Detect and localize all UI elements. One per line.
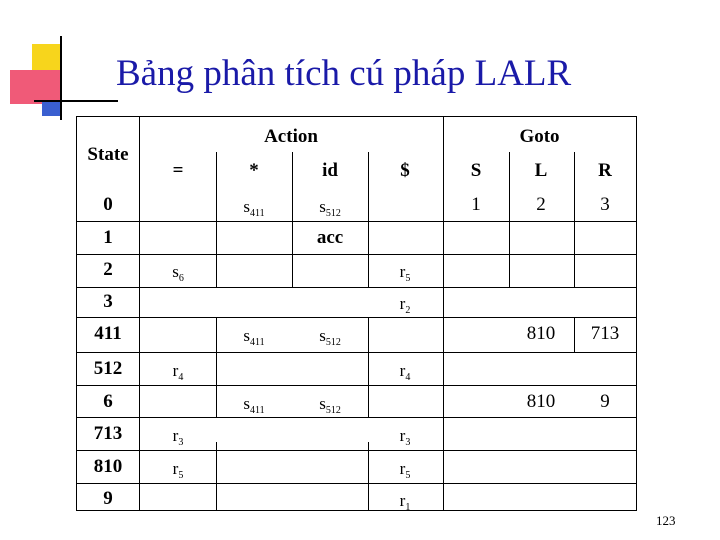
action-col-divider-lower-id xyxy=(368,317,369,417)
row-divider-5 xyxy=(77,385,636,386)
row-divider-8 xyxy=(77,483,636,484)
action-cell-target: 3 xyxy=(405,437,411,448)
state-cell: 411 xyxy=(94,323,122,344)
state-cell: 2 xyxy=(103,259,113,280)
goto-col-header: S xyxy=(470,160,482,181)
action-cell-target: 512 xyxy=(325,405,341,416)
action-cell-target: 512 xyxy=(325,208,341,219)
state-cell: 810 xyxy=(93,456,123,477)
goto-col-divider-row411 xyxy=(574,317,575,352)
action-cell xyxy=(319,394,341,416)
action-col-header: = xyxy=(172,160,184,181)
action-cell-action: r xyxy=(172,459,179,478)
page-number: 123 xyxy=(656,513,676,528)
goto-col-header: L xyxy=(534,160,548,181)
action-cell-action: r xyxy=(172,361,179,380)
action-cell-action: r xyxy=(399,491,406,510)
action-cell xyxy=(400,294,411,316)
state-cell: 6 xyxy=(103,391,113,412)
action-cell-target: 5 xyxy=(178,470,184,481)
action-cell-target: 3 xyxy=(178,437,184,448)
action-cell xyxy=(243,394,264,416)
action-cell-action: r xyxy=(172,426,179,445)
goto-col-header: R xyxy=(598,160,612,181)
goto-col-divider-upper-1 xyxy=(574,152,575,287)
action-col-header: id xyxy=(322,160,338,181)
action-col-header: $ xyxy=(400,160,410,181)
state-cell: 0 xyxy=(103,194,113,215)
action-cell-action: s xyxy=(243,326,250,345)
action-cell xyxy=(243,197,264,219)
state-cell: 1 xyxy=(103,227,113,248)
action-cell xyxy=(173,459,184,481)
action-cell-target: 5 xyxy=(405,273,411,284)
action-cell-action: s xyxy=(319,394,326,413)
action-cell-target: 4 xyxy=(405,372,411,383)
action-cell-target: 1 xyxy=(405,502,411,513)
state-column-divider xyxy=(139,117,140,510)
action-cell-target: 411 xyxy=(249,337,265,348)
state-header: State xyxy=(87,144,129,165)
action-cell-target: 4 xyxy=(178,372,184,383)
decor-vertical-line xyxy=(60,36,62,120)
action-cell xyxy=(400,459,411,481)
state-cell: 713 xyxy=(93,423,123,444)
row-divider-4 xyxy=(77,352,636,353)
action-goto-divider xyxy=(443,117,444,510)
action-col-divider-lower-eq xyxy=(216,317,217,417)
action-cell-action: s xyxy=(243,197,250,216)
action-col-divider-upper-2 xyxy=(368,152,369,287)
action-cell-target: 411 xyxy=(249,208,265,219)
goto-cell: 810 xyxy=(526,391,556,412)
action-cell xyxy=(400,361,411,383)
goto-cell: 3 xyxy=(600,194,610,215)
action-cell xyxy=(400,426,411,448)
decor-blue-square xyxy=(42,100,60,116)
goto-header: Goto xyxy=(519,126,560,147)
lalr-parse-table xyxy=(76,116,637,511)
action-col-divider-bottom-id xyxy=(368,442,369,510)
row-divider-3 xyxy=(77,317,636,318)
action-cell-action: s xyxy=(319,197,326,216)
goto-cell: 2 xyxy=(536,194,546,215)
action-cell-action: s xyxy=(319,326,326,345)
action-cell xyxy=(400,262,411,284)
action-cell-action: r xyxy=(399,262,406,281)
row-divider-7 xyxy=(77,450,636,451)
action-cell-action: r xyxy=(399,294,406,313)
action-cell xyxy=(172,262,184,284)
row-divider-6 xyxy=(77,417,636,418)
goto-cell: 1 xyxy=(471,194,481,215)
action-cell xyxy=(243,326,264,348)
action-cell-target: 6 xyxy=(178,273,184,284)
action-cell xyxy=(400,491,411,513)
action-header: Action xyxy=(264,126,318,147)
action-cell-action: s xyxy=(243,394,250,413)
action-cell xyxy=(319,326,341,348)
action-cell xyxy=(319,197,341,219)
slide-title: Bảng phân tích cú pháp LALR xyxy=(116,53,572,94)
action-cell-target: 2 xyxy=(405,305,411,316)
action-col-divider-bottom-eq xyxy=(216,442,217,510)
goto-cell: 9 xyxy=(600,391,610,412)
action-cell-action: r xyxy=(399,361,406,380)
action-cell-accept: acc xyxy=(316,227,344,248)
state-cell: 512 xyxy=(93,358,123,379)
action-cell-action: r xyxy=(399,426,406,445)
goto-cell: 810 xyxy=(526,323,556,344)
action-cell-target: 5 xyxy=(405,470,411,481)
action-cell xyxy=(173,426,184,448)
action-col-divider-upper-0 xyxy=(216,152,217,287)
action-cell-action: r xyxy=(399,459,406,478)
decor-red-square xyxy=(10,70,62,104)
action-cell-target: 411 xyxy=(249,405,265,416)
goto-col-divider-upper-0 xyxy=(509,152,510,287)
decor-horizontal-line xyxy=(34,100,118,102)
row-divider-2 xyxy=(77,287,636,288)
action-cell-action: s xyxy=(172,262,179,281)
action-cell xyxy=(173,361,184,383)
row-divider-0 xyxy=(77,221,636,222)
action-col-header: * xyxy=(249,160,259,181)
row-divider-1 xyxy=(77,254,636,255)
action-col-divider-upper-1 xyxy=(292,152,293,287)
goto-cell: 713 xyxy=(590,323,620,344)
action-cell-target: 512 xyxy=(325,337,341,348)
state-cell: 3 xyxy=(103,291,113,312)
state-cell: 9 xyxy=(103,488,113,509)
